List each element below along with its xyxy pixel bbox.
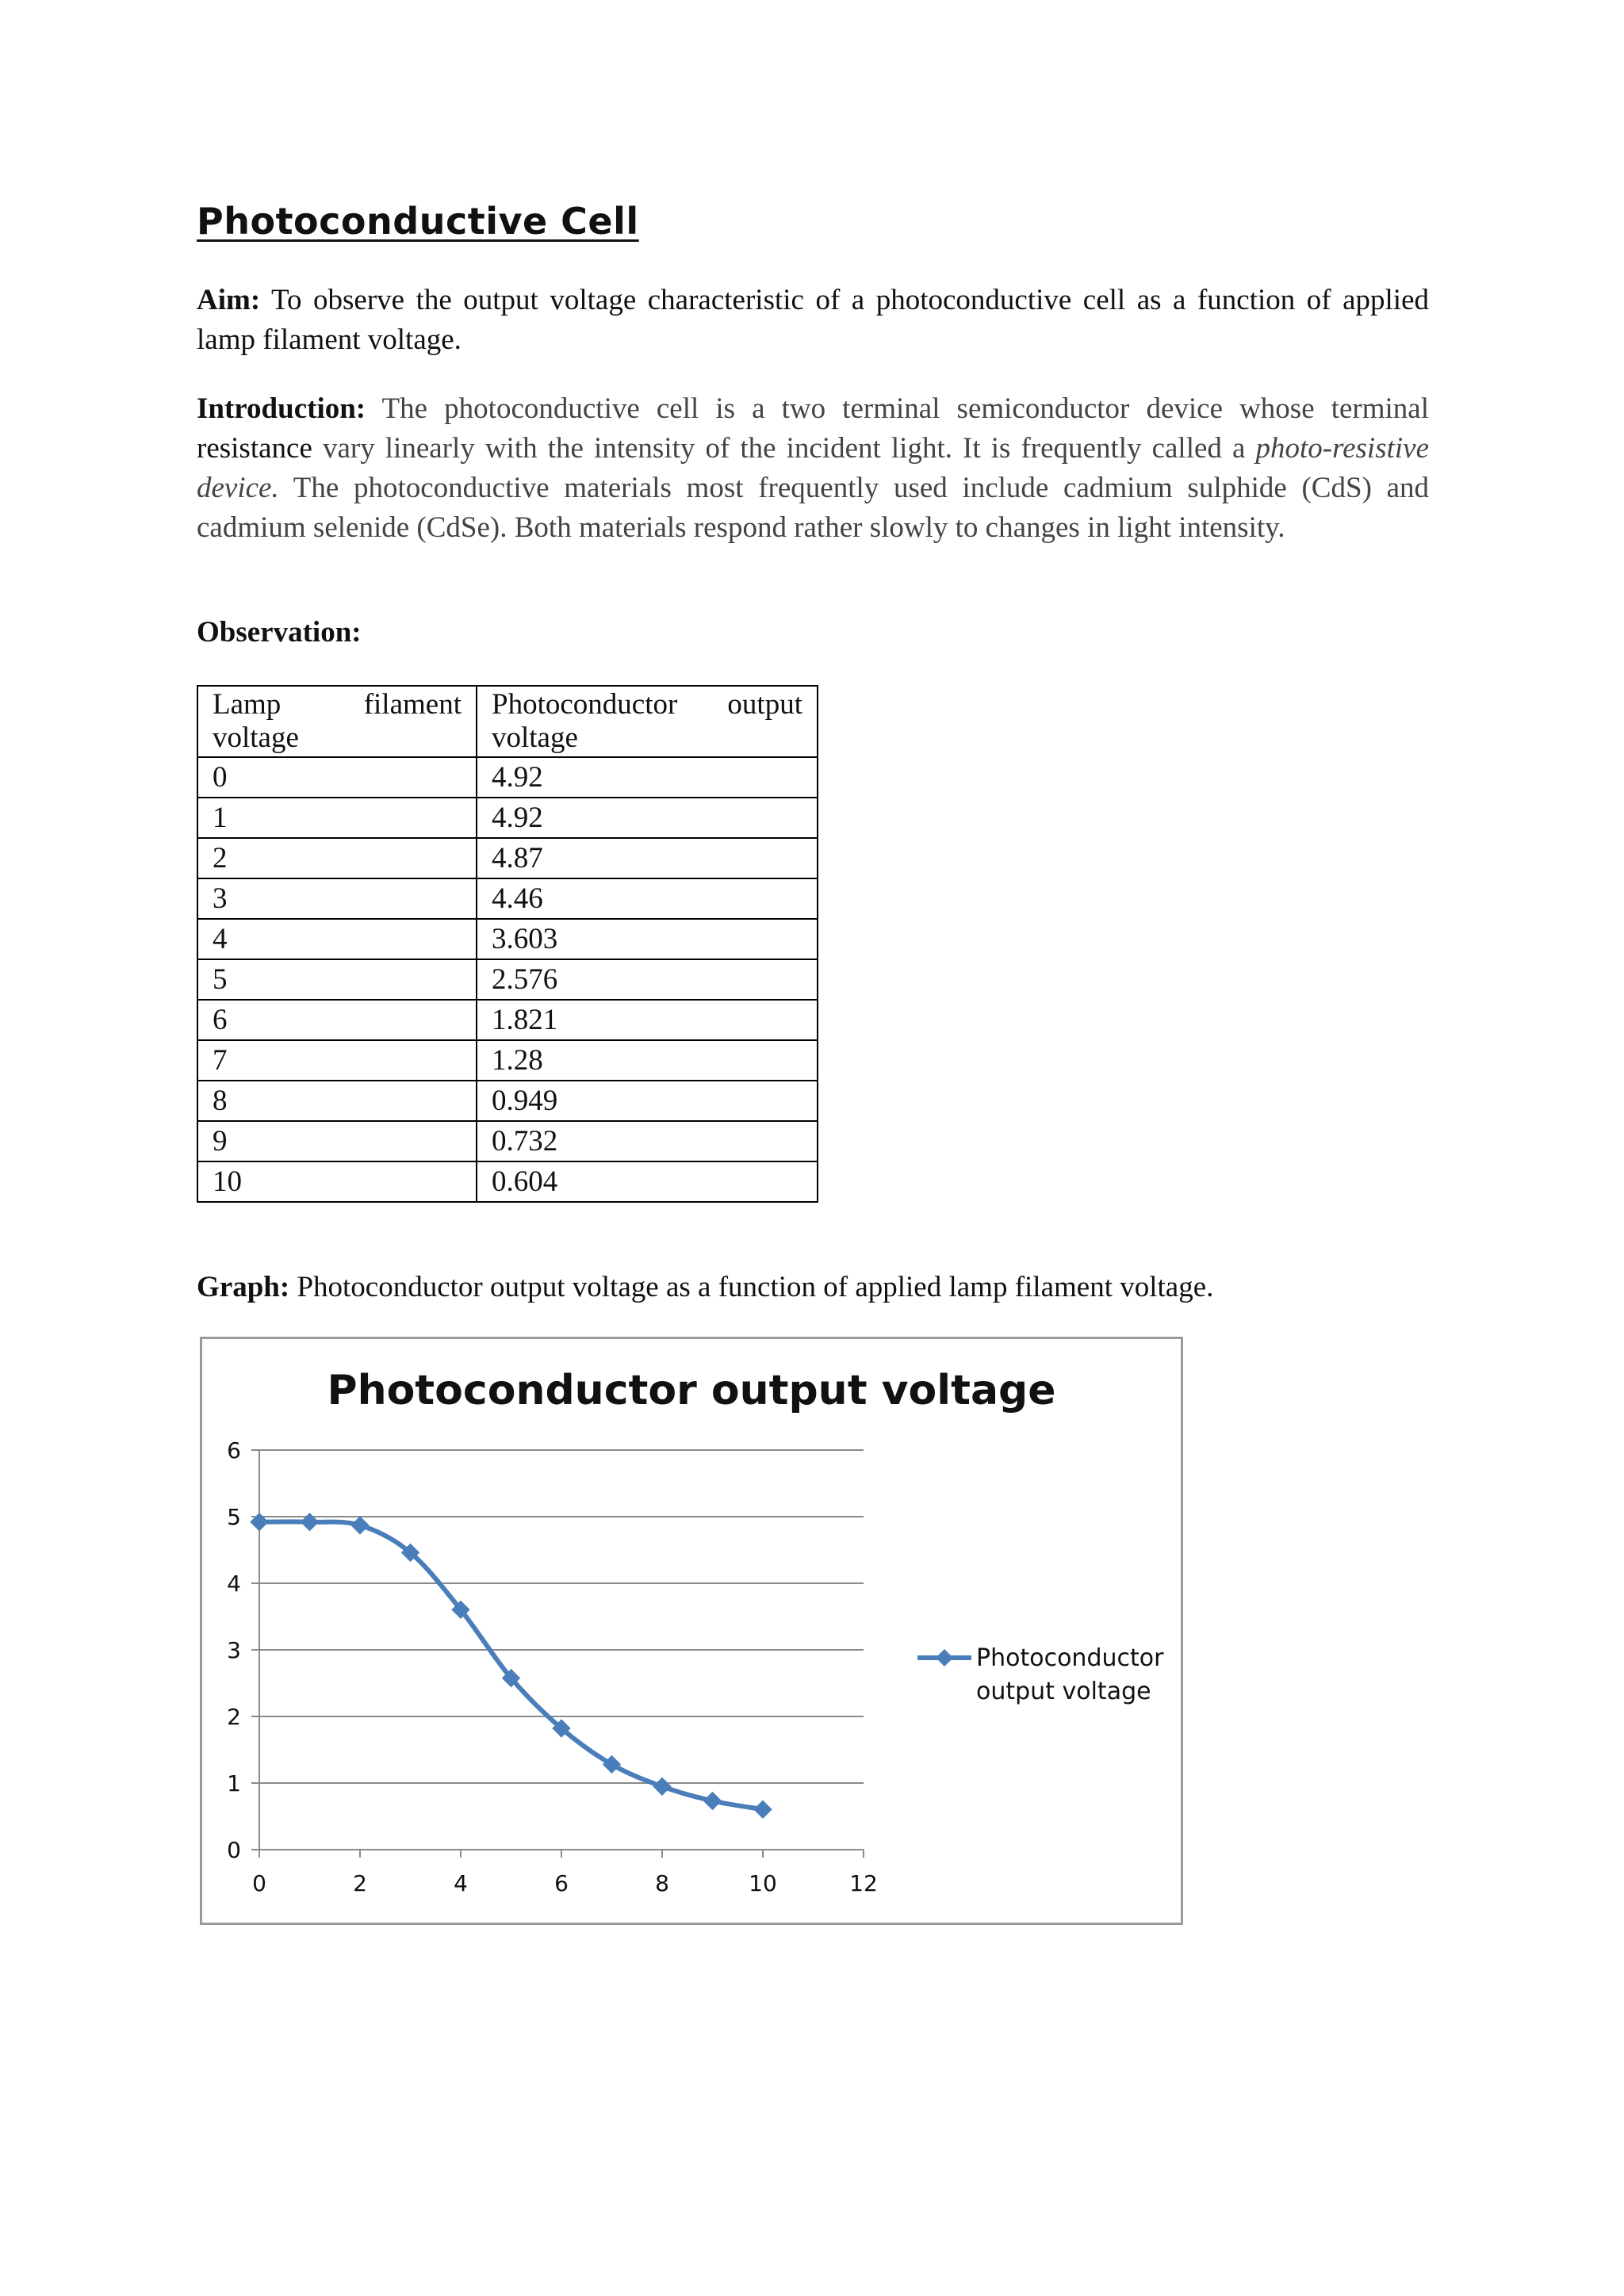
lamp-voltage-cell: 10	[197, 1161, 477, 1202]
table-row	[197, 798, 818, 838]
page-title: Photoconductive Cell	[197, 200, 639, 243]
lamp-voltage-cell: 0	[197, 757, 477, 798]
chart-title: Photoconductor output voltage	[327, 1367, 1056, 1414]
y-tick-label: 2	[227, 1704, 241, 1730]
y-tick-label: 1	[227, 1770, 241, 1797]
data-point-marker	[351, 1517, 369, 1534]
output-voltage-cell: 4.92	[477, 757, 818, 798]
lamp-voltage-cell: 5	[197, 959, 477, 1000]
introduction-paragraph	[197, 389, 1429, 548]
table-row	[197, 838, 818, 878]
aim-paragraph	[197, 281, 1429, 360]
output-voltage-cell: 4.46	[477, 878, 818, 919]
data-point-marker	[754, 1800, 772, 1818]
table-header-output-voltage: Photoconductor output voltage	[477, 686, 818, 757]
x-tick-label: 10	[749, 1870, 777, 1896]
output-voltage-cell: 0.604	[477, 1161, 818, 1202]
introduction-resistance-word: resistance	[197, 432, 312, 465]
table-row	[197, 878, 818, 919]
table-row	[197, 1000, 818, 1040]
table-row	[197, 1161, 818, 1202]
legend-label-line1: Photoconductor	[976, 1644, 1164, 1672]
chart-area	[200, 1337, 1183, 1925]
y-tick-label: 3	[227, 1637, 241, 1663]
y-tick-label: 5	[227, 1504, 241, 1530]
output-voltage-cell: 4.92	[477, 798, 818, 838]
graph-caption	[197, 1270, 1213, 1304]
x-tick-label: 0	[252, 1870, 266, 1896]
output-voltage-cell: 1.28	[477, 1040, 818, 1081]
table-row	[197, 757, 818, 798]
table-row	[197, 1081, 818, 1121]
table-row	[197, 1121, 818, 1161]
lamp-voltage-cell: 3	[197, 878, 477, 919]
introduction-text-2: vary linearly with the intensity of the incident light. It is frequently called a	[312, 432, 1256, 465]
graph-text: Photoconductor output voltage as a function of applied lamp filament voltage.	[289, 1271, 1214, 1303]
observation-heading: Observation:	[197, 616, 362, 649]
data-point-marker	[653, 1777, 671, 1795]
graph-label: Graph:	[197, 1271, 290, 1303]
x-tick-label: 2	[353, 1870, 367, 1896]
x-tick-label: 4	[454, 1870, 468, 1896]
chart-svg	[202, 1339, 1181, 1923]
table-header-lamp-voltage: Lamp filament voltage	[197, 686, 477, 757]
y-tick-label: 0	[227, 1837, 241, 1863]
x-tick-label: 8	[655, 1870, 669, 1896]
lamp-voltage-cell: 9	[197, 1121, 477, 1161]
legend-label-line2: output voltage	[976, 1678, 1151, 1705]
introduction-text-1: The photoconductive cell is a two terminal semiconductor device whose terminal	[366, 392, 1429, 425]
output-voltage-cell: 0.732	[477, 1121, 818, 1161]
output-voltage-cell: 0.949	[477, 1081, 818, 1121]
legend-marker	[936, 1649, 953, 1667]
y-tick-label: 4	[227, 1571, 241, 1597]
aim-text: To observe the output voltage characteristic of a photoconductive cell as a function of applied lamp filament voltage.	[197, 284, 1429, 356]
lamp-voltage-cell: 1	[197, 798, 477, 838]
aim-label: Aim:	[197, 284, 261, 316]
lamp-voltage-cell: 6	[197, 1000, 477, 1040]
data-point-marker	[704, 1793, 722, 1810]
introduction-label: Introduction:	[197, 392, 366, 425]
lamp-voltage-cell: 2	[197, 838, 477, 878]
introduction-text-3: The photoconductive materials most frequently used include cadmium sulphide (CdS) and cadmium selenide (CdSe). Both materials respond rather slowly to changes in light intensity.	[197, 472, 1429, 544]
x-tick-label: 6	[554, 1870, 569, 1896]
y-tick-label: 6	[227, 1437, 241, 1464]
output-voltage-cell: 2.576	[477, 959, 818, 1000]
table-row	[197, 959, 818, 1000]
lamp-voltage-cell: 8	[197, 1081, 477, 1121]
lamp-voltage-cell: 7	[197, 1040, 477, 1081]
introduction-italic-term: photo-resistive device.	[197, 432, 1429, 504]
table-row	[197, 919, 818, 959]
table-row	[197, 1040, 818, 1081]
x-tick-label: 12	[849, 1870, 878, 1896]
output-voltage-cell: 3.603	[477, 919, 818, 959]
lamp-voltage-cell: 4	[197, 919, 477, 959]
output-voltage-cell: 4.87	[477, 838, 818, 878]
table-header-row	[197, 686, 818, 757]
observation-table	[197, 685, 818, 1203]
table-body	[197, 757, 818, 1202]
series-line	[259, 1521, 763, 1809]
output-voltage-cell: 1.821	[477, 1000, 818, 1040]
